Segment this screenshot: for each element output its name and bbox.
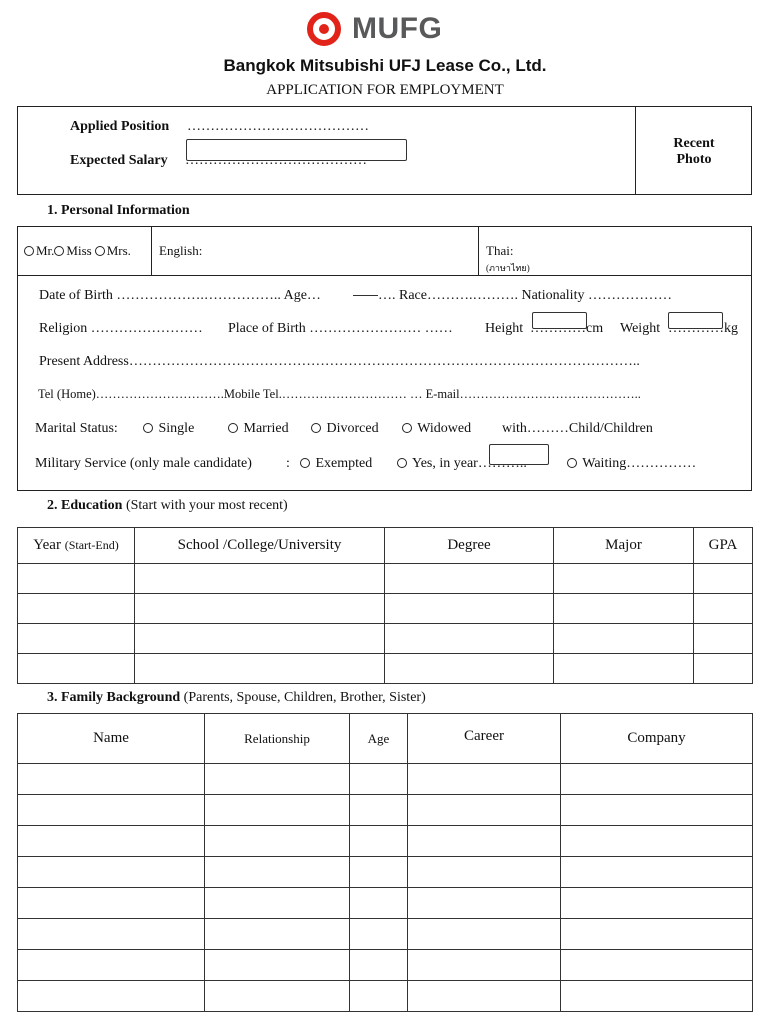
- table-row: [18, 795, 753, 826]
- table-cell[interactable]: [694, 654, 753, 684]
- radio-circle-icon[interactable]: [143, 423, 153, 433]
- family-col-company: Company: [561, 714, 753, 764]
- table-cell[interactable]: [408, 795, 561, 826]
- table-cell[interactable]: [554, 654, 694, 684]
- table-cell[interactable]: [408, 981, 561, 1012]
- education-table: [17, 527, 753, 684]
- table-cell[interactable]: [18, 857, 205, 888]
- applied-position-label: Applied Position: [70, 119, 170, 134]
- applied-position-dots[interactable]: …………………………………: [187, 119, 369, 134]
- table-cell[interactable]: [694, 564, 753, 594]
- marital-divorced[interactable]: [311, 421, 379, 437]
- table-cell[interactable]: [135, 564, 385, 594]
- table-cell[interactable]: [385, 564, 554, 594]
- radio-miss[interactable]: [54, 243, 91, 258]
- family-note: (Parents, Spouse, Children, Brother, Sister): [183, 690, 426, 705]
- table-cell[interactable]: [350, 981, 408, 1012]
- table-cell[interactable]: [205, 826, 350, 857]
- table-cell[interactable]: [554, 564, 694, 594]
- table-cell[interactable]: [135, 594, 385, 624]
- weight-unit: …………kg: [668, 321, 738, 336]
- radio-circle-icon[interactable]: [300, 458, 310, 468]
- form-title: APPLICATION FOR EMPLOYMENT: [266, 82, 504, 98]
- table-row: [18, 564, 753, 594]
- present-address[interactable]: Present Address………………………………………………………………………………………………..: [39, 354, 640, 369]
- table-cell[interactable]: [385, 654, 554, 684]
- table-cell[interactable]: [408, 857, 561, 888]
- table-row: [18, 888, 753, 919]
- radio-label: Miss: [66, 243, 92, 258]
- table-cell[interactable]: [18, 654, 135, 684]
- table-cell[interactable]: [18, 919, 205, 950]
- table-cell[interactable]: [205, 950, 350, 981]
- table-row: [18, 654, 753, 684]
- marital-status-label: Marital Status:: [35, 421, 118, 436]
- table-cell[interactable]: [561, 826, 753, 857]
- table-cell[interactable]: [350, 764, 408, 795]
- logo-text: MUFG: [352, 12, 443, 45]
- military-colon: :: [286, 456, 290, 471]
- photo-label: Recent: [673, 136, 715, 151]
- col-label: Year: [33, 537, 61, 553]
- table-cell[interactable]: [205, 857, 350, 888]
- radio-label: Divorced: [326, 421, 379, 436]
- table-cell[interactable]: [408, 919, 561, 950]
- family-table: [17, 713, 753, 1012]
- radio-circle-icon[interactable]: [567, 458, 577, 468]
- table-cell[interactable]: [350, 888, 408, 919]
- table-cell[interactable]: [408, 950, 561, 981]
- radio-label: Exempted: [315, 456, 373, 471]
- radio-mrs[interactable]: [92, 243, 131, 258]
- table-row: [18, 981, 753, 1012]
- table-cell[interactable]: [135, 654, 385, 684]
- religion[interactable]: Religion ……………………: [39, 321, 203, 336]
- table-row: [18, 624, 753, 654]
- expected-salary-label: Expected Salary: [70, 153, 168, 168]
- table-cell[interactable]: [350, 795, 408, 826]
- radio-circle-icon[interactable]: [311, 423, 321, 433]
- table-cell[interactable]: [408, 888, 561, 919]
- thai-name-note: (ภาษาไทย): [486, 263, 530, 273]
- table-cell[interactable]: [554, 624, 694, 654]
- table-cell[interactable]: [18, 594, 135, 624]
- table-cell[interactable]: [18, 795, 205, 826]
- table-cell[interactable]: [205, 764, 350, 795]
- table-row: [18, 950, 753, 981]
- table-cell[interactable]: [18, 764, 205, 795]
- table-cell[interactable]: [135, 624, 385, 654]
- col-note: (Start-End): [64, 538, 119, 552]
- military-yes[interactable]: [397, 456, 527, 472]
- table-cell[interactable]: [18, 888, 205, 919]
- age-race-nationality[interactable]: …. Race……….………. Nationality ………………: [378, 288, 672, 303]
- table-cell[interactable]: [561, 981, 753, 1012]
- mufg-logo-icon: [306, 11, 344, 47]
- table-cell[interactable]: [408, 764, 561, 795]
- family-col-career: Career: [408, 714, 561, 764]
- family-col-age: Age: [350, 714, 408, 764]
- table-row: [18, 594, 753, 624]
- table-row: [18, 764, 753, 795]
- english-name-label[interactable]: English:: [159, 243, 203, 258]
- family-col-name: Name: [18, 714, 205, 764]
- photo-label-2: Photo: [676, 152, 712, 167]
- table-cell[interactable]: [205, 795, 350, 826]
- name-row-bottom-line: [17, 275, 752, 276]
- radio-mr[interactable]: [24, 243, 54, 258]
- family-section-title: [47, 690, 426, 706]
- military-waiting[interactable]: [567, 456, 696, 472]
- weight-label: Weight: [620, 321, 661, 336]
- company-name: Bangkok Mitsubishi UFJ Lease Co., Ltd.: [223, 56, 547, 75]
- table-cell[interactable]: [561, 764, 753, 795]
- table-cell[interactable]: [694, 594, 753, 624]
- education-col-degree: Degree: [385, 528, 554, 564]
- table-cell[interactable]: [561, 950, 753, 981]
- height-label: Height: [485, 321, 524, 336]
- education-col-major: Major: [554, 528, 694, 564]
- logo: [306, 11, 456, 47]
- table-cell[interactable]: [18, 950, 205, 981]
- date-of-birth[interactable]: Date of Birth ……………….…………….. Age…: [39, 288, 321, 303]
- marital-widowed[interactable]: [402, 421, 471, 437]
- education-col-year: [18, 528, 135, 564]
- education-header-row: [18, 528, 753, 564]
- table-cell[interactable]: [18, 826, 205, 857]
- table-cell[interactable]: [350, 857, 408, 888]
- radio-label: Mrs.: [106, 243, 131, 258]
- title-divider: [151, 226, 152, 275]
- personal-section-title: 1. Personal Information: [47, 203, 190, 218]
- table-row: [18, 857, 753, 888]
- radio-circle-icon[interactable]: [397, 458, 407, 468]
- education-col-gpa: GPA: [694, 528, 753, 564]
- education-title: 2. Education: [47, 498, 123, 513]
- title-options: [24, 243, 131, 259]
- education-section-title: [47, 498, 288, 514]
- table-cell[interactable]: [350, 826, 408, 857]
- expected-salary-dots: …………………………………: [185, 153, 367, 168]
- table-row: [18, 826, 753, 857]
- children-count[interactable]: with………Child/Children: [502, 421, 653, 436]
- radio-circle-icon[interactable]: [402, 423, 412, 433]
- table-cell[interactable]: [561, 919, 753, 950]
- marital-single[interactable]: [143, 421, 194, 437]
- table-cell[interactable]: [18, 981, 205, 1012]
- family-title: 3. Family Background: [47, 690, 181, 705]
- table-cell[interactable]: [561, 795, 753, 826]
- contact-line[interactable]: Tel (Home)………………………….Mobile Tel.………………………… … E-mail……………………………………..: [38, 387, 641, 401]
- table-cell[interactable]: [350, 950, 408, 981]
- radio-circle-icon[interactable]: [54, 246, 64, 256]
- radio-circle-icon[interactable]: [24, 246, 34, 256]
- education-note: (Start with your most recent): [125, 498, 288, 513]
- radio-label: Waiting……………: [582, 456, 697, 471]
- height-unit: …………cm: [530, 321, 604, 336]
- military-exempted[interactable]: [300, 456, 372, 472]
- table-cell[interactable]: [554, 594, 694, 624]
- table-cell[interactable]: [385, 594, 554, 624]
- table-row: [18, 919, 753, 950]
- marital-married[interactable]: [228, 421, 289, 437]
- thai-name-label[interactable]: Thai:: [486, 243, 514, 258]
- radio-circle-icon[interactable]: [228, 423, 238, 433]
- radio-label: Mr.: [36, 243, 55, 258]
- family-col-relationship: Relationship: [205, 714, 350, 764]
- military-label: Military Service (only male candidate): [35, 456, 252, 471]
- table-cell[interactable]: [694, 624, 753, 654]
- table-cell[interactable]: [408, 826, 561, 857]
- table-cell[interactable]: [385, 624, 554, 654]
- radio-label: Yes, in year………..: [411, 456, 527, 471]
- expected-salary-input[interactable]: [186, 139, 407, 161]
- table-cell[interactable]: [18, 564, 135, 594]
- table-cell[interactable]: [350, 919, 408, 950]
- table-cell[interactable]: [205, 888, 350, 919]
- thai-divider: [478, 226, 479, 275]
- table-cell[interactable]: [561, 857, 753, 888]
- table-cell[interactable]: [205, 919, 350, 950]
- radio-circle-icon[interactable]: [95, 246, 105, 256]
- education-col-school: School /College/University: [135, 528, 385, 564]
- radio-label: Widowed: [417, 421, 472, 436]
- radio-label: Married: [243, 421, 289, 436]
- table-cell[interactable]: [18, 624, 135, 654]
- family-header-row: [18, 714, 753, 764]
- place-of-birth[interactable]: Place of Birth …………………… ……: [228, 321, 453, 336]
- table-cell[interactable]: [205, 981, 350, 1012]
- age-input[interactable]: [353, 295, 378, 298]
- radio-label: Single: [158, 421, 195, 436]
- table-cell[interactable]: [561, 888, 753, 919]
